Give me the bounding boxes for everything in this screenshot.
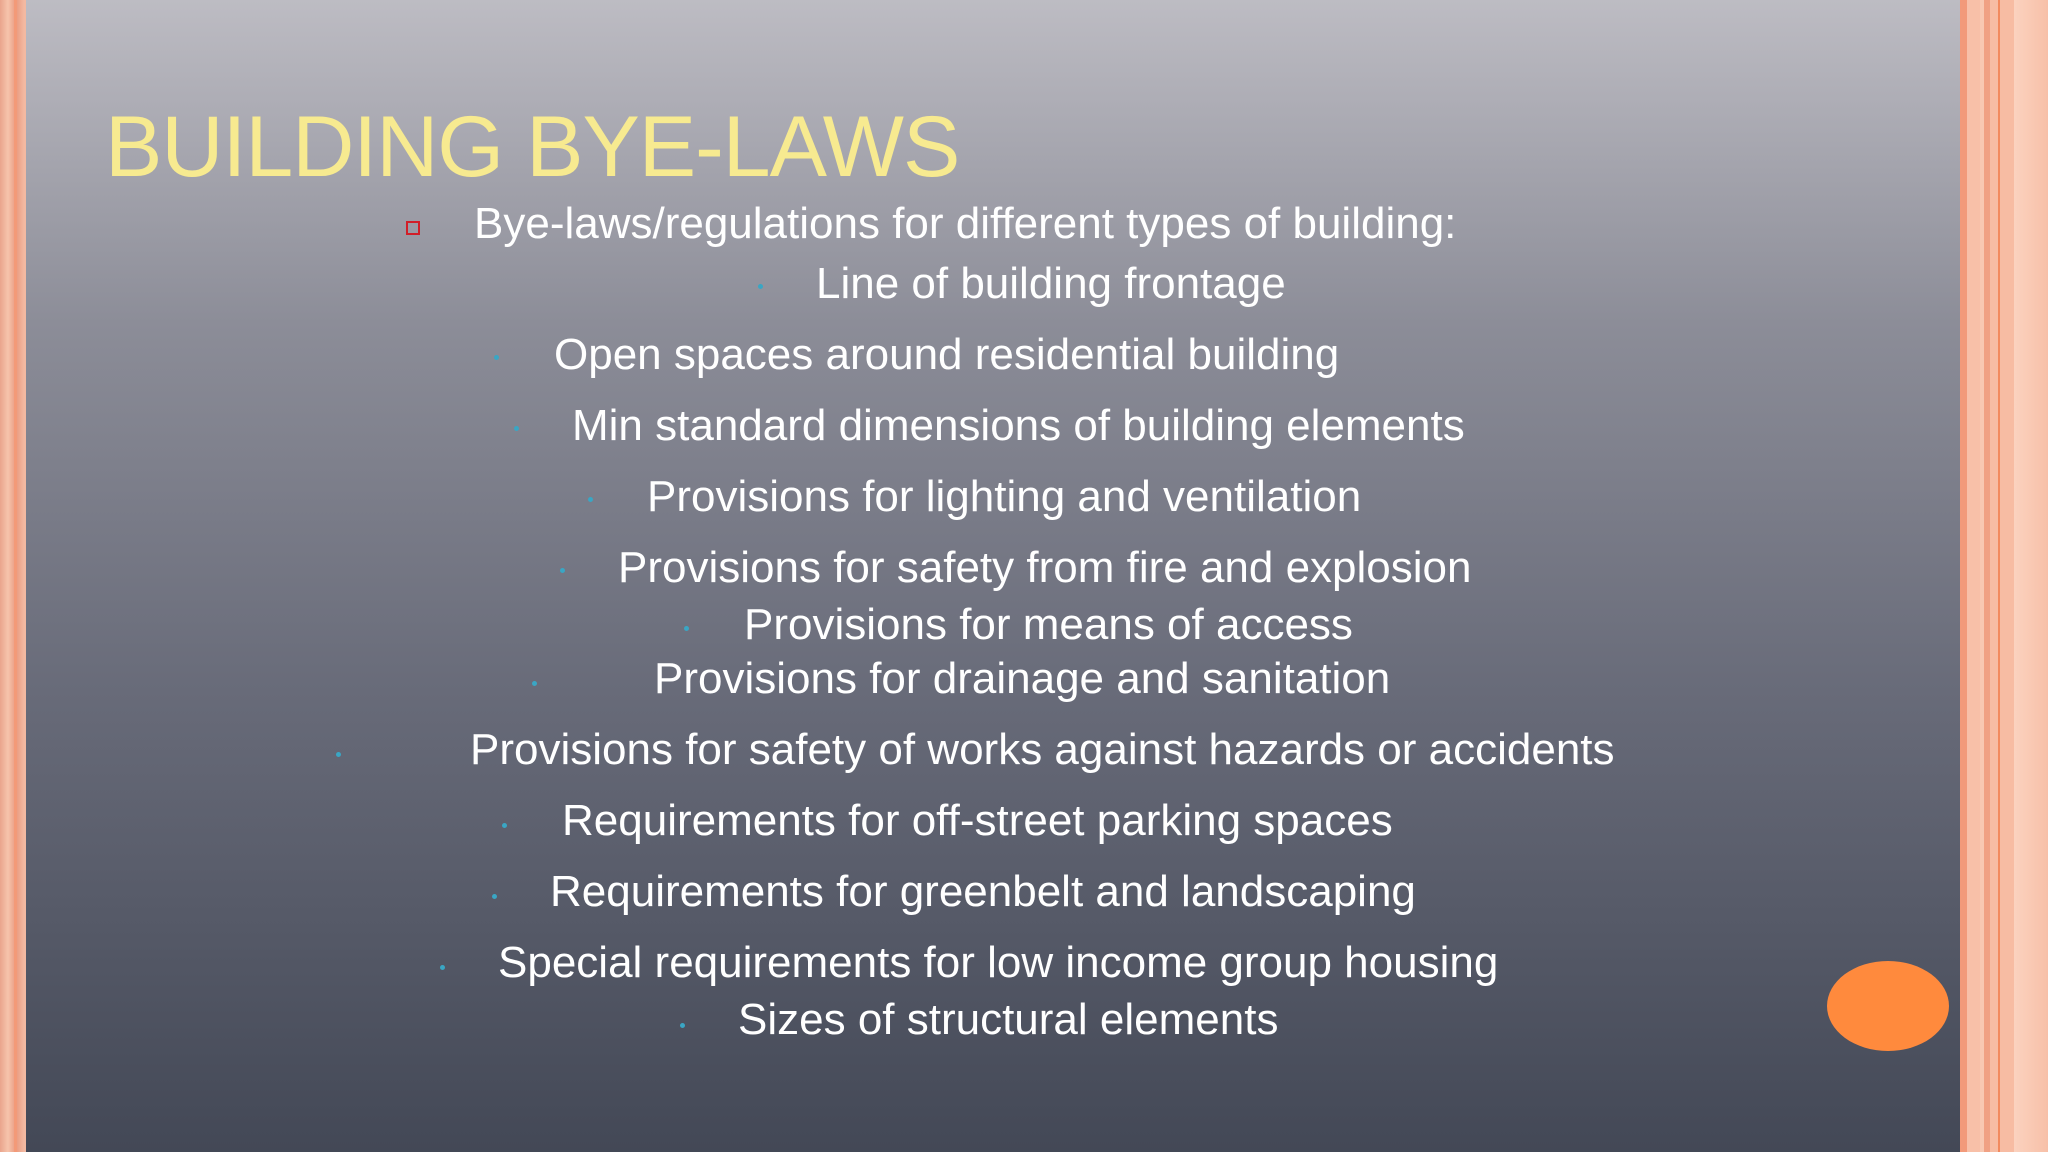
dot-bullet-icon bbox=[684, 626, 689, 631]
dot-bullet-icon bbox=[532, 681, 537, 686]
list-item: Special requirements for low income group housing bbox=[498, 938, 1499, 987]
list-item: Provisions for safety from fire and explosion bbox=[618, 543, 1472, 592]
dot-bullet-icon bbox=[502, 823, 507, 828]
list-item: Sizes of structural elements bbox=[738, 995, 1279, 1044]
list-item: Min standard dimensions of building elements bbox=[572, 401, 1465, 450]
right-border-stripes bbox=[1960, 0, 2048, 1152]
dot-bullet-icon bbox=[560, 568, 565, 573]
list-item: Requirements for off-street parking spaces bbox=[562, 796, 1393, 845]
dot-bullet-icon bbox=[494, 355, 499, 360]
intro-text: Bye-laws/regulations for different types of building: bbox=[474, 199, 1457, 248]
dot-bullet-icon bbox=[680, 1023, 685, 1028]
dot-bullet-icon bbox=[336, 752, 341, 757]
list-item: Open spaces around residential building bbox=[554, 330, 1340, 379]
list-item: Provisions for means of access bbox=[744, 600, 1353, 649]
dot-bullet-icon bbox=[758, 284, 763, 289]
square-bullet-icon bbox=[406, 221, 420, 235]
orange-circle bbox=[1827, 961, 1949, 1051]
dot-bullet-icon bbox=[440, 965, 445, 970]
list-item: Provisions for safety of works against hazards or accidents bbox=[470, 725, 1615, 774]
list-item: Requirements for greenbelt and landscaping bbox=[550, 867, 1416, 916]
list-item: Line of building frontage bbox=[816, 259, 1286, 308]
dot-bullet-icon bbox=[588, 497, 593, 502]
dot-bullet-icon bbox=[514, 426, 519, 431]
dot-bullet-icon bbox=[492, 894, 497, 899]
list-item: Provisions for drainage and sanitation bbox=[654, 654, 1391, 703]
slide-title: BUILDING BYE-LAWS bbox=[105, 99, 960, 195]
left-border-line bbox=[14, 0, 17, 1152]
list-item: Provisions for lighting and ventilation bbox=[647, 472, 1362, 521]
